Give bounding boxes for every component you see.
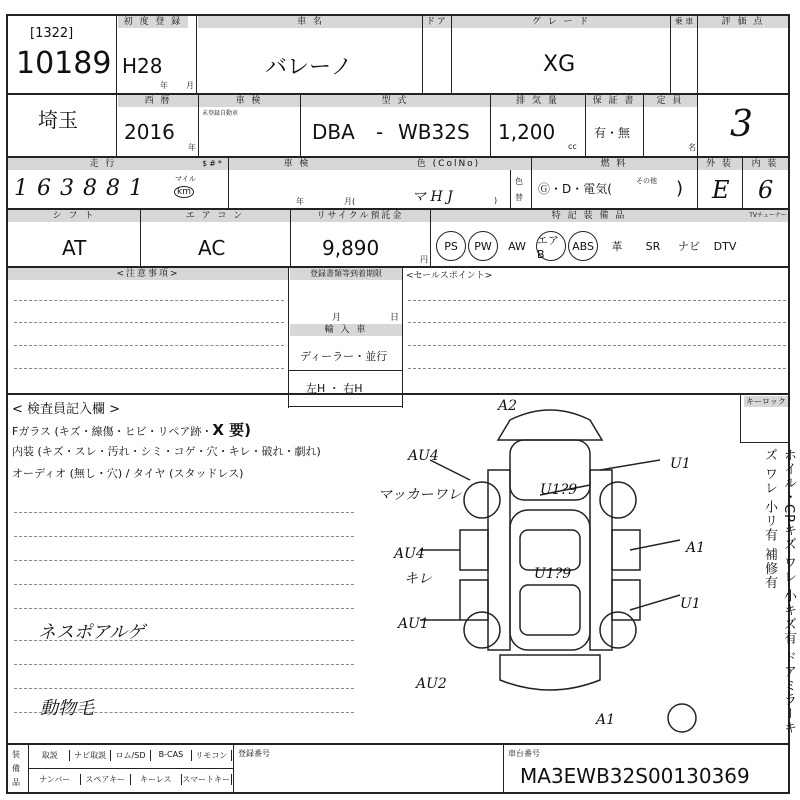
mileage-label: 走 行 [8, 158, 198, 170]
side-label-3: 品 [12, 778, 20, 787]
equipment-4: ABS [568, 231, 598, 261]
score-label: 評 価 点 [698, 16, 788, 28]
footer-items-bottom [30, 774, 232, 785]
footer-item-bottom-1: スペアキー [81, 774, 132, 785]
capacity-unit: 名 [688, 143, 696, 152]
exterior-grade: E [712, 176, 730, 204]
inspection-label-3: 車 検 [228, 158, 366, 170]
model-dash: - [376, 120, 384, 144]
recycle-label: リサイクル預託金 [290, 210, 430, 222]
deadline-day: 日 [390, 313, 400, 323]
footer-item-bottom-3: スマートキー [182, 775, 231, 784]
import-label: 輸 入 車 [290, 324, 402, 336]
year-unit: 年 [160, 81, 168, 90]
diagram-mark-12: A1 [596, 712, 616, 728]
caution-label: <注意事項> [8, 268, 288, 280]
footer-item-top-1: ナビ取説 [70, 750, 110, 761]
prefecture: 埼玉 [38, 108, 78, 132]
mileage-unit-label: $#* [198, 158, 228, 170]
diagram-mark-1: AU4 [408, 448, 439, 464]
inspector-line-2: 内装 (キズ・スレ・汚れ・シミ・コゲ・穴・キレ・破れ・劇れ) [12, 445, 321, 458]
warranty: 有・無 [594, 126, 631, 140]
diagram-mark-10: U1 [680, 596, 701, 612]
inspection-year: 年 [296, 197, 304, 206]
diagram-mark-8: U1?9 [534, 566, 572, 582]
inspection-label-2: 車 検 [198, 95, 300, 107]
footer-item-top-0: 取説 [30, 750, 70, 761]
month-unit: 月 [186, 81, 194, 90]
car-name-label: 車 名 [198, 16, 423, 28]
diagram-mark-2: U1 [670, 456, 691, 472]
equipment-3: エアB [536, 231, 566, 261]
car-name: バレーノ [265, 55, 353, 80]
door-label: ドア [423, 16, 451, 28]
keyless-label: キーロック [746, 397, 786, 406]
sales-label: <セールスポイント> [406, 271, 493, 281]
capacity-label: 定 員 [643, 95, 697, 107]
exterior-label: 外 装 [697, 158, 742, 170]
equipment-7: ナビ [678, 240, 700, 253]
footer-items-top [30, 750, 232, 761]
dealer-or-parallel: ディーラー・並行 [300, 350, 388, 363]
recycle-unit: 円 [420, 255, 428, 264]
first-reg-label: 初 度 登 録 [118, 16, 188, 28]
inspector-line-1-mark: X 要) [212, 421, 252, 439]
equipment-2: AW [508, 239, 526, 253]
recycle-amount: 9,890 [322, 236, 380, 260]
grade-label: グ レ ー ド [451, 16, 671, 28]
mileage-unit-top: マイル [175, 175, 196, 183]
score: 3 [730, 104, 753, 145]
deadline-label: 登録書類等到着期限 [290, 268, 402, 280]
damage-legend: ホイル・CPキズ ワレ 小キズ有 ドアミラーキズ ワレ 小リ有 補修有 [762, 448, 796, 735]
color-label: 色 (ColNo) [366, 158, 531, 170]
color-code: マ H J [412, 189, 453, 205]
year-unit-2: 年 [188, 143, 196, 152]
footer-item-top-4: リモコン [192, 750, 232, 761]
inspector-line-3: オーディオ (無し・穴) / タイヤ (スタッドレス) [12, 467, 244, 480]
grade: XG [543, 52, 576, 77]
ac-label: エ ア コ ン [140, 210, 290, 222]
inspector-line-1 [12, 420, 251, 442]
handwritten-note-2: 動物毛 [40, 698, 94, 719]
displacement-label: 排 気 量 [490, 95, 585, 107]
color-change-2: 替 [515, 193, 523, 202]
interior-label: 内 装 [742, 158, 788, 170]
diagram-mark-9: AU1 [398, 616, 429, 632]
chassis-label: 車台番号 [508, 749, 540, 758]
chassis-number: MA3EWB32S00130369 [520, 764, 750, 788]
equipment-8: DTV [713, 239, 737, 253]
displacement: 1,200 [498, 120, 556, 144]
warranty-label: 保 証 書 [585, 95, 643, 107]
cc-unit: cc [568, 142, 577, 151]
first-reg-year: H28 [122, 54, 163, 78]
footer-item-top-2: ロム/SD [111, 750, 151, 761]
model-label: 型 式 [300, 95, 490, 107]
tv-label: TVチューナー [748, 210, 788, 222]
fuel-close: ) [676, 178, 684, 199]
inspection-month: 月( [344, 197, 356, 206]
fuel-label: 燃 料 [531, 158, 697, 170]
equipment-label: 特 記 装 備 品 [430, 210, 748, 222]
diagram-mark-5: AU4 [394, 546, 425, 562]
steering-side: 左H ・ 右H [306, 382, 363, 395]
shift-label: シ フ ト [8, 210, 140, 222]
diagram-mark-11: AU2 [416, 676, 447, 692]
equipment-1: PW [468, 231, 498, 261]
side-label-2: 備 [12, 764, 20, 773]
lot-number: 10189 [16, 46, 112, 81]
equipment-list [436, 230, 786, 262]
color-change-1: 色 [515, 177, 523, 186]
diagram-mark-4: U1?9 [540, 482, 578, 498]
western-year-label: 西 暦 [118, 95, 198, 107]
footer-item-bottom-0: ナンバー [30, 774, 81, 785]
diagram-mark-6: キレ [404, 571, 432, 587]
footer-item-top-3: B-CAS [151, 750, 191, 761]
diagram-mark-3: マッカーワレ [378, 487, 462, 503]
western-year: 2016 [124, 120, 175, 144]
diagram-mark-7: A1 [686, 540, 706, 556]
model-prefix: DBA [312, 120, 355, 144]
lot-label: [1322] [30, 26, 74, 41]
ac: AC [198, 236, 226, 260]
reg-number-label: 登録番号 [238, 749, 270, 758]
equipment-5: 革 [611, 240, 623, 253]
inspector-line-1-text: Fガラス (キズ・線傷・ヒビ・リペア跡・ [12, 425, 213, 438]
mileage-unit-km: km [174, 186, 194, 198]
model-code: WB32S [398, 120, 470, 144]
footer-item-bottom-2: キーレス [131, 774, 182, 785]
side-label-1: 装 [12, 750, 20, 759]
equipment-side-label [12, 748, 20, 790]
mileage: 1 6 3 8 8 1 [14, 176, 144, 201]
fuel-other: その他 [636, 177, 657, 185]
equipment-6: SR [645, 239, 661, 253]
shift: AT [62, 236, 87, 260]
diagram-mark-0: A2 [498, 398, 518, 414]
fuel: Ⓖ・D・電気( [538, 182, 612, 196]
equipment-0: PS [436, 231, 466, 261]
deadline-month: 月 [332, 313, 342, 323]
color-close: ) [494, 196, 498, 205]
interior-grade: 6 [758, 176, 774, 204]
inspection-sub: 未登録自動車 [202, 110, 239, 117]
seats-label: 乗 車 [671, 16, 697, 28]
inspector-title: < 検査員記入欄 > [12, 402, 121, 417]
handwritten-note-1: ネスポアルゲ [38, 622, 145, 643]
